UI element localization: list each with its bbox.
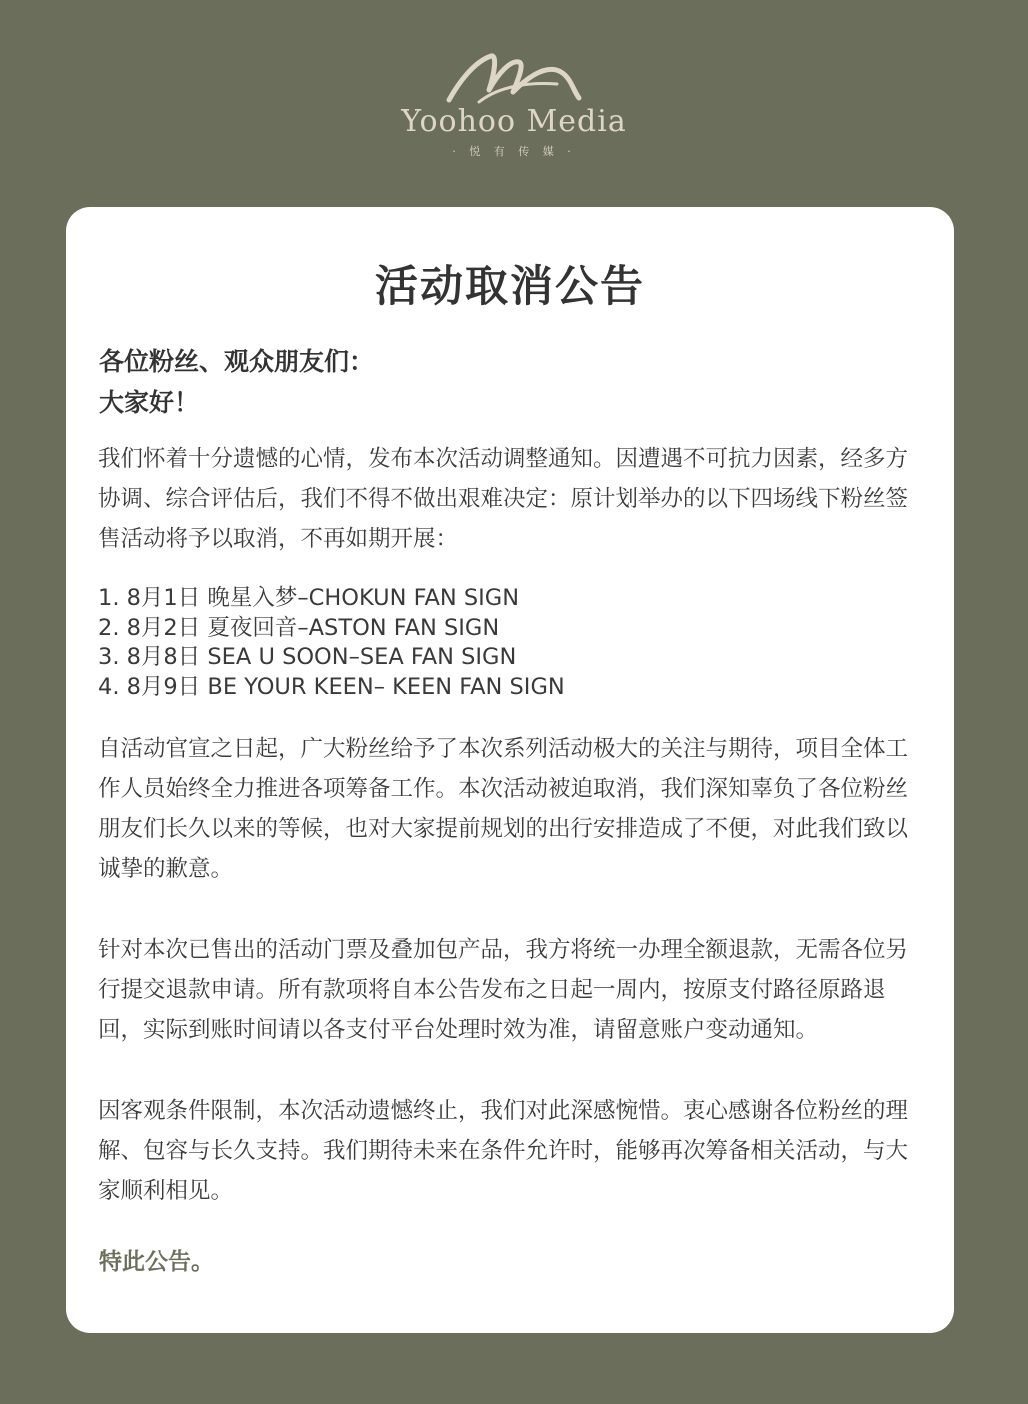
event-item: 1. 8月1日 晚星入梦–CHOKUN FAN SIGN [98, 585, 520, 611]
paragraph-thanks: 因客观条件限制，本次活动遗憾终止，我们对此深感惋惜。衷心感谢各位粉丝的理解、包容与长久支持。我们期待未来在条件允许时，能够再次筹备相关活动，与大家顺利相见。 [98, 1098, 909, 1204]
paragraph-refund: 针对本次已售出的活动门票及叠加包产品，我方将统一办理全额退款，无需各位另行提交退款申请。所有款项将自本公告发布之日起一周内，按原支付路径原路退回，实际到账时间请以各支付平台处理时效为准，请留意账户变动通知。 [98, 937, 909, 1043]
event-item: 3. 8月8日 SEA U SOON–SEA FAN SIGN [98, 644, 517, 670]
greeting-line-2: 大家好！ [99, 388, 200, 417]
brand-logo [0, 42, 1028, 159]
closing-statement: 特此公告。 [99, 1249, 214, 1275]
greeting-line-1: 各位粉丝、观众朋友们： [99, 347, 375, 376]
yoohoo-media-logo-mark [439, 42, 589, 112]
notice-title: 活动取消公告 [375, 262, 645, 312]
paragraph-apology: 自活动官宣之日起，广大粉丝给予了本次系列活动极大的关注与期待，项目全体工作人员始终全力推进各项筹备工作。本次活动被迫取消，我们深知辜负了各位粉丝朋友们长久以来的等候，也对大家提前规划的出行安排造成了不便，对此我们致以诚挚的歉意。 [98, 736, 909, 882]
event-list [98, 584, 565, 702]
paragraph-intro: 我们怀着十分遗憾的心情，发布本次活动调整通知。因遭遇不可抗力因素，经多方协调、综合评估后，我们不得不做出艰难决定：原计划举办的以下四场线下粉丝签售活动将予以取消，不再如期开展： [98, 446, 909, 552]
event-item: 4. 8月9日 BE YOUR KEEN– KEEN FAN SIGN [98, 673, 565, 700]
event-item: 2. 8月2日 夏夜回音–ASTON FAN SIGN [98, 614, 500, 641]
brand-subtitle: · 悦 有 传 媒 · [452, 145, 576, 158]
greeting [99, 341, 374, 423]
brand-name: Yoohoo Media [401, 104, 627, 139]
notice-card [66, 207, 954, 1333]
